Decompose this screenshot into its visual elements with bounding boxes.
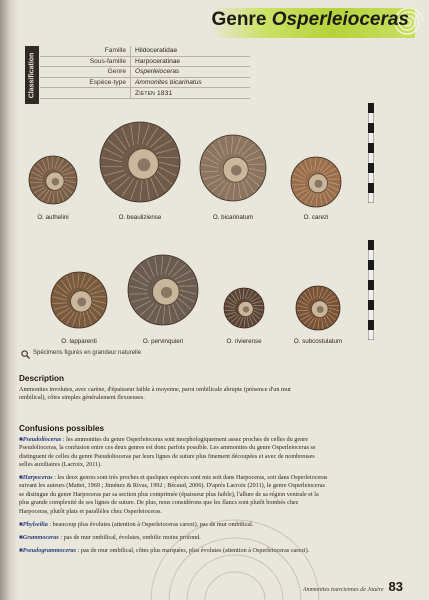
classification-value: Zieten 1831 (130, 88, 250, 98)
classification-value: Harpoceratinae (130, 57, 250, 67)
ammonite-specimen-icon (49, 270, 109, 330)
confusion-line: : beaucoup plus évolutes (attention à Osperleioceras carezi), pas de mur ombilical. (47, 521, 254, 528)
scale-bar-bottom (368, 240, 374, 340)
specimen-label: O. pervinquieri (142, 338, 184, 345)
page-number: 83 (388, 579, 403, 594)
confusion-genus: Phylseilia (22, 521, 48, 528)
confusion-line: Pseudolioceras, la confusion entre ces deux genres est donc parfois possible. Les ammonites du genre Osperleioceras se (19, 444, 316, 452)
classification-table (40, 46, 250, 99)
confusion-line: suivant les auteurs (Mattei, 1969 ; Jiménez & Rivas, 1992 ; Bécaud, 2006). D'après Lacroix (2011), le genre Osperleioceras (19, 482, 325, 490)
classification-key: Sous-famille (89, 57, 126, 65)
classification-row (40, 57, 250, 68)
confusion-line: : les deux genres sont très proches et quelques espèces sont mis soit dans Harpoceras, soit dans Osperleioceras (52, 474, 328, 481)
confusion-line: : les ammonites du genre Osperleioceras sont morphologiquement assez proches de celles du genre (61, 436, 308, 443)
scale-bar-top (368, 103, 374, 203)
title-prefix: Genre (211, 9, 267, 30)
classification-value: Hildoceratidae (130, 46, 250, 56)
bullet-square-icon: ■ (19, 474, 23, 481)
ammonite-watermark-icon (150, 506, 320, 600)
ammonite-specimen-icon (98, 120, 182, 204)
page-title (211, 9, 409, 31)
description-line: ombilical), côtes simples généralement flexueuses. (19, 394, 145, 402)
classification-value: Osperleioceras (130, 67, 250, 77)
description-line: Ammonites involutes, avec carène, d'épaisseur faible à moyenne, paroi ombilicale abrupte (présence d'un mur (19, 386, 291, 393)
bullet-square-icon: ■ (19, 436, 23, 443)
ammonite-specimen-icon (126, 253, 200, 327)
classification-row (40, 78, 250, 89)
confusion-genus: Pseudogrammoceras (22, 547, 77, 554)
classification-key: Famille (104, 47, 126, 55)
description-title: Description (19, 374, 65, 383)
title-genus: Osperleioceras (271, 9, 409, 30)
specimen-label: O. bicarinatum (212, 214, 254, 221)
confusion-genus: Pseudolioceras (22, 436, 62, 443)
confusion-line: : pas de mur ombilical, évolutes, ombilic moins profond. (58, 534, 201, 541)
specimen-label: O. beauliziense (118, 214, 162, 221)
description-text (19, 386, 401, 403)
confusion-line: selles auxiliaires (Lacroix, 2011). (19, 461, 102, 469)
classification-row (40, 88, 250, 99)
ammonite-specimen-icon (27, 154, 79, 206)
classification-tab-label: Classification (28, 52, 36, 98)
magnifier-icon (21, 350, 30, 359)
page-footer (303, 579, 403, 594)
classification-row (40, 46, 250, 57)
classification-tab (25, 46, 39, 104)
ammonite-specimen-icon (198, 133, 268, 203)
bullet-square-icon: ■ (19, 534, 23, 541)
confusions-title: Confusions possibles (19, 424, 105, 433)
classification-value: Ammonites bicarinatus (130, 78, 250, 88)
confusion-line: distinguent de celles du genre Pseudolioceras par leurs lignes de suture plus finement découpées et avec de nombreuses (19, 452, 315, 460)
ammonite-specimen-icon (289, 155, 343, 209)
specimen-label: O. subcostulatum (293, 338, 343, 345)
classification-key: Espèce-type (89, 79, 126, 87)
confusion-line: Harpoceras, plutôt plats et parallèles chez Osperleioceras. (19, 507, 162, 515)
confusion-line: : pas de mur ombilical, côtes plus marquées, plus évolutes (attention à Osperleioceras carezi). (76, 547, 310, 554)
scale-note: Spécimens figurés en grandeur naturelle (33, 350, 142, 356)
bullet-square-icon: ■ (19, 547, 23, 554)
classification-key: Genre (107, 68, 126, 76)
confusion-line: plus grande complexité de ses lignes de suture. De plus, nous considérons que les flancs sont plutôt bombés chez (19, 499, 299, 507)
ammonite-specimen-icon (294, 284, 342, 332)
classification-row (40, 67, 250, 78)
ammonite-specimen-icon (222, 286, 266, 330)
confusion-item (19, 436, 401, 470)
bullet-square-icon: ■ (19, 521, 23, 528)
confusion-genus: Harpoceras (22, 474, 53, 481)
specimen-label: O. lapparenti (61, 338, 97, 345)
specimen-label: O. authelini (37, 214, 69, 221)
specimen-label: O. carezi (303, 214, 329, 221)
specimen-label: O. rivierense (226, 338, 262, 345)
page-gutter-shadow (0, 0, 18, 600)
confusion-line: se distingue du genre Harpoceras par sa section plus comprimée (épaisseur plus faible), l'allure de sa région ventrale et la (19, 490, 319, 498)
footer-title: Ammonites toarciennes de Jouère (302, 587, 384, 593)
confusion-genus: Grammoceras (22, 534, 59, 541)
